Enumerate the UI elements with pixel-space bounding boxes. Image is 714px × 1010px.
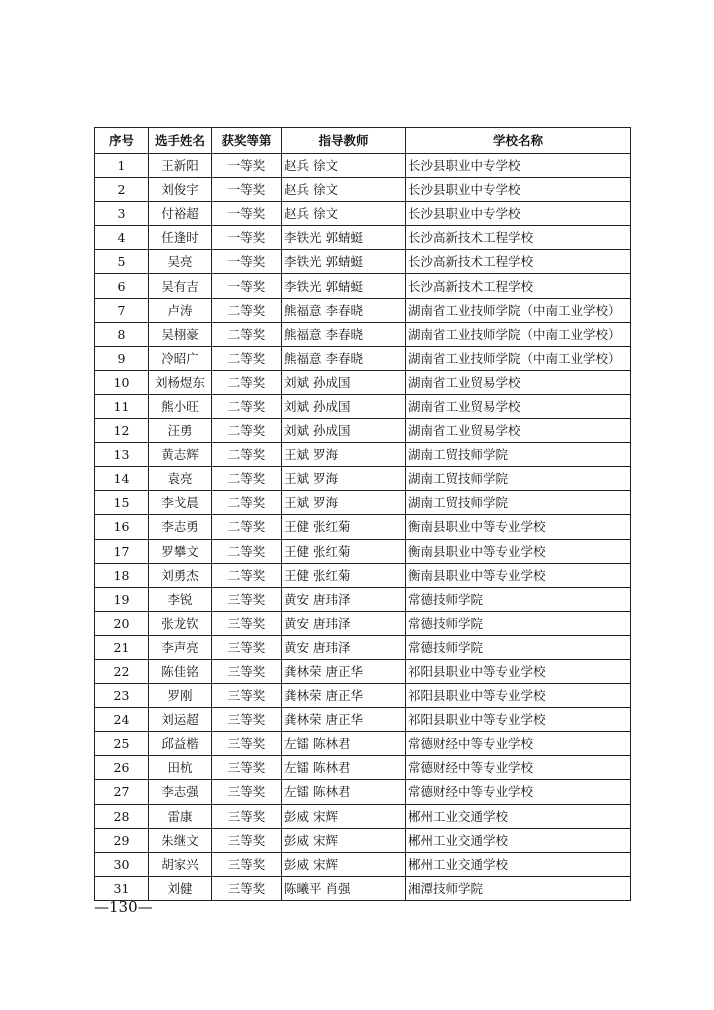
cell-serial-number: 31	[95, 876, 149, 900]
cell-award-level: 三等奖	[212, 780, 282, 804]
cell-award-level: 三等奖	[212, 804, 282, 828]
cell-award-level: 二等奖	[212, 298, 282, 322]
cell-award-level: 三等奖	[212, 684, 282, 708]
cell-serial-number: 28	[95, 804, 149, 828]
cell-instructor: 刘斌 孙成国	[282, 419, 406, 443]
cell-instructor: 赵兵 徐文	[282, 178, 406, 202]
table-row	[95, 226, 631, 250]
cell-contestant-name: 吴亮	[149, 250, 212, 274]
cell-contestant-name: 吴栩豪	[149, 322, 212, 346]
table-row	[95, 563, 631, 587]
table-row	[95, 178, 631, 202]
header-serial-number: 序号	[95, 128, 149, 154]
cell-serial-number: 5	[95, 250, 149, 274]
cell-serial-number: 13	[95, 443, 149, 467]
cell-school-name: 祁阳县职业中等专业学校	[406, 684, 631, 708]
cell-contestant-name: 王新阳	[149, 154, 212, 178]
cell-serial-number: 2	[95, 178, 149, 202]
cell-school-name: 祁阳县职业中等专业学校	[406, 708, 631, 732]
table-row	[95, 732, 631, 756]
cell-school-name: 长沙县职业中专学校	[406, 178, 631, 202]
cell-award-level: 二等奖	[212, 419, 282, 443]
cell-school-name: 常德技师学院	[406, 611, 631, 635]
cell-instructor: 熊福意 李春晓	[282, 346, 406, 370]
cell-serial-number: 7	[95, 298, 149, 322]
cell-contestant-name: 陈佳铭	[149, 659, 212, 683]
table-row	[95, 298, 631, 322]
cell-contestant-name: 刘俊宇	[149, 178, 212, 202]
cell-award-level: 三等奖	[212, 852, 282, 876]
table-body	[95, 154, 631, 901]
cell-contestant-name: 李志勇	[149, 515, 212, 539]
table-row	[95, 202, 631, 226]
cell-serial-number: 15	[95, 491, 149, 515]
cell-school-name: 常德财经中等专业学校	[406, 732, 631, 756]
cell-instructor: 彭威 宋辉	[282, 852, 406, 876]
header-school-name: 学校名称	[406, 128, 631, 154]
page-number: —130—	[94, 898, 153, 916]
cell-school-name: 湖南省工业技师学院（中南工业学校）	[406, 298, 631, 322]
cell-school-name: 郴州工业交通学校	[406, 804, 631, 828]
table-row	[95, 154, 631, 178]
cell-contestant-name: 付裕超	[149, 202, 212, 226]
table-row	[95, 419, 631, 443]
table-row	[95, 394, 631, 418]
header-contestant-name: 选手姓名	[149, 128, 212, 154]
cell-instructor: 龚林荣 唐正华	[282, 708, 406, 732]
cell-instructor: 黄安 唐玮泽	[282, 587, 406, 611]
cell-award-level: 三等奖	[212, 635, 282, 659]
cell-instructor: 王健 张红菊	[282, 515, 406, 539]
cell-school-name: 常德财经中等专业学校	[406, 780, 631, 804]
cell-school-name: 湖南省工业贸易学校	[406, 370, 631, 394]
cell-serial-number: 6	[95, 274, 149, 298]
cell-award-level: 二等奖	[212, 467, 282, 491]
cell-contestant-name: 刘运超	[149, 708, 212, 732]
cell-contestant-name: 邱益楷	[149, 732, 212, 756]
cell-contestant-name: 袁亮	[149, 467, 212, 491]
cell-serial-number: 1	[95, 154, 149, 178]
cell-contestant-name: 李声亮	[149, 635, 212, 659]
table-row	[95, 684, 631, 708]
cell-award-level: 二等奖	[212, 370, 282, 394]
cell-instructor: 赵兵 徐文	[282, 202, 406, 226]
cell-contestant-name: 胡家兴	[149, 852, 212, 876]
cell-serial-number: 8	[95, 322, 149, 346]
cell-serial-number: 21	[95, 635, 149, 659]
table-row	[95, 370, 631, 394]
cell-award-level: 三等奖	[212, 587, 282, 611]
cell-contestant-name: 刘勇杰	[149, 563, 212, 587]
cell-instructor: 赵兵 徐文	[282, 154, 406, 178]
cell-school-name: 湖南工贸技师学院	[406, 491, 631, 515]
table-row	[95, 250, 631, 274]
cell-contestant-name: 李志强	[149, 780, 212, 804]
cell-award-level: 三等奖	[212, 756, 282, 780]
cell-award-level: 二等奖	[212, 539, 282, 563]
cell-school-name: 常德技师学院	[406, 587, 631, 611]
cell-school-name: 湖南省工业技师学院（中南工业学校）	[406, 346, 631, 370]
table-row	[95, 611, 631, 635]
cell-serial-number: 14	[95, 467, 149, 491]
table-header-row	[95, 128, 631, 154]
cell-instructor: 李铁光 郭蜻蜓	[282, 226, 406, 250]
table-row	[95, 659, 631, 683]
table-row	[95, 515, 631, 539]
cell-school-name: 湖南工贸技师学院	[406, 467, 631, 491]
table-row	[95, 443, 631, 467]
cell-serial-number: 25	[95, 732, 149, 756]
table-row	[95, 756, 631, 780]
cell-contestant-name: 黄志辉	[149, 443, 212, 467]
cell-serial-number: 16	[95, 515, 149, 539]
cell-serial-number: 17	[95, 539, 149, 563]
table-row	[95, 467, 631, 491]
cell-award-level: 一等奖	[212, 202, 282, 226]
table-row	[95, 539, 631, 563]
cell-school-name: 郴州工业交通学校	[406, 828, 631, 852]
cell-instructor: 王健 张红菊	[282, 539, 406, 563]
cell-school-name: 长沙县职业中专学校	[406, 202, 631, 226]
cell-serial-number: 11	[95, 394, 149, 418]
cell-award-level: 三等奖	[212, 732, 282, 756]
cell-school-name: 郴州工业交通学校	[406, 852, 631, 876]
cell-award-level: 一等奖	[212, 274, 282, 298]
cell-school-name: 衡南县职业中等专业学校	[406, 515, 631, 539]
cell-contestant-name: 吴有吉	[149, 274, 212, 298]
table-row	[95, 346, 631, 370]
cell-serial-number: 26	[95, 756, 149, 780]
cell-serial-number: 24	[95, 708, 149, 732]
cell-school-name: 祁阳县职业中等专业学校	[406, 659, 631, 683]
cell-serial-number: 19	[95, 587, 149, 611]
cell-instructor: 王斌 罗海	[282, 491, 406, 515]
cell-contestant-name: 雷康	[149, 804, 212, 828]
cell-contestant-name: 任逢时	[149, 226, 212, 250]
cell-award-level: 二等奖	[212, 394, 282, 418]
cell-instructor: 熊福意 李春晓	[282, 322, 406, 346]
table-row	[95, 804, 631, 828]
cell-instructor: 龚林荣 唐正华	[282, 659, 406, 683]
cell-school-name: 常德技师学院	[406, 635, 631, 659]
cell-contestant-name: 田杭	[149, 756, 212, 780]
cell-instructor: 李铁光 郭蜻蜓	[282, 250, 406, 274]
cell-award-level: 三等奖	[212, 876, 282, 900]
cell-instructor: 左镭 陈林君	[282, 780, 406, 804]
cell-serial-number: 29	[95, 828, 149, 852]
cell-contestant-name: 罗刚	[149, 684, 212, 708]
cell-award-level: 二等奖	[212, 322, 282, 346]
cell-serial-number: 9	[95, 346, 149, 370]
cell-instructor: 李铁光 郭蜻蜓	[282, 274, 406, 298]
cell-school-name: 长沙高新技术工程学校	[406, 226, 631, 250]
table-row	[95, 587, 631, 611]
cell-instructor: 彭威 宋辉	[282, 804, 406, 828]
cell-instructor: 龚林荣 唐正华	[282, 684, 406, 708]
table-row	[95, 708, 631, 732]
cell-school-name: 衡南县职业中等专业学校	[406, 539, 631, 563]
cell-contestant-name: 李戈晨	[149, 491, 212, 515]
awards-table	[94, 127, 631, 901]
cell-serial-number: 27	[95, 780, 149, 804]
cell-school-name: 衡南县职业中等专业学校	[406, 563, 631, 587]
cell-contestant-name: 汪勇	[149, 419, 212, 443]
cell-instructor: 王斌 罗海	[282, 443, 406, 467]
cell-contestant-name: 卢涛	[149, 298, 212, 322]
cell-award-level: 一等奖	[212, 154, 282, 178]
cell-contestant-name: 朱继文	[149, 828, 212, 852]
cell-serial-number: 22	[95, 659, 149, 683]
cell-instructor: 王斌 罗海	[282, 467, 406, 491]
cell-contestant-name: 张龙钦	[149, 611, 212, 635]
cell-award-level: 一等奖	[212, 226, 282, 250]
cell-serial-number: 30	[95, 852, 149, 876]
cell-award-level: 一等奖	[212, 250, 282, 274]
table-row	[95, 635, 631, 659]
cell-instructor: 彭威 宋辉	[282, 828, 406, 852]
table-row	[95, 876, 631, 900]
cell-serial-number: 20	[95, 611, 149, 635]
cell-award-level: 二等奖	[212, 346, 282, 370]
cell-award-level: 三等奖	[212, 611, 282, 635]
cell-instructor: 刘斌 孙成国	[282, 394, 406, 418]
table-row	[95, 322, 631, 346]
cell-instructor: 左镭 陈林君	[282, 756, 406, 780]
cell-school-name: 长沙高新技术工程学校	[406, 250, 631, 274]
cell-instructor: 熊福意 李春晓	[282, 298, 406, 322]
cell-award-level: 二等奖	[212, 515, 282, 539]
cell-serial-number: 10	[95, 370, 149, 394]
cell-school-name: 湖南省工业贸易学校	[406, 394, 631, 418]
cell-award-level: 二等奖	[212, 491, 282, 515]
cell-award-level: 二等奖	[212, 443, 282, 467]
cell-award-level: 一等奖	[212, 178, 282, 202]
cell-instructor: 王健 张红菊	[282, 563, 406, 587]
cell-instructor: 刘斌 孙成国	[282, 370, 406, 394]
cell-school-name: 湖南工贸技师学院	[406, 443, 631, 467]
cell-serial-number: 23	[95, 684, 149, 708]
cell-school-name: 常德财经中等专业学校	[406, 756, 631, 780]
cell-instructor: 黄安 唐玮泽	[282, 611, 406, 635]
cell-serial-number: 12	[95, 419, 149, 443]
cell-instructor: 陈曦平 肖强	[282, 876, 406, 900]
header-award-level: 获奖等第	[212, 128, 282, 154]
cell-school-name: 长沙高新技术工程学校	[406, 274, 631, 298]
cell-instructor: 黄安 唐玮泽	[282, 635, 406, 659]
table-row	[95, 852, 631, 876]
table-row	[95, 274, 631, 298]
cell-contestant-name: 罗攀文	[149, 539, 212, 563]
cell-school-name: 湘潭技师学院	[406, 876, 631, 900]
cell-award-level: 三等奖	[212, 659, 282, 683]
cell-contestant-name: 李锐	[149, 587, 212, 611]
cell-contestant-name: 冷昭广	[149, 346, 212, 370]
cell-award-level: 三等奖	[212, 828, 282, 852]
cell-school-name: 湖南省工业贸易学校	[406, 419, 631, 443]
table-row	[95, 780, 631, 804]
table-row	[95, 828, 631, 852]
cell-contestant-name: 熊小旺	[149, 394, 212, 418]
cell-school-name: 长沙县职业中专学校	[406, 154, 631, 178]
cell-instructor: 左镭 陈林君	[282, 732, 406, 756]
cell-contestant-name: 刘健	[149, 876, 212, 900]
cell-contestant-name: 刘杨煜东	[149, 370, 212, 394]
cell-school-name: 湖南省工业技师学院（中南工业学校）	[406, 322, 631, 346]
cell-serial-number: 4	[95, 226, 149, 250]
cell-serial-number: 3	[95, 202, 149, 226]
table-row	[95, 491, 631, 515]
cell-serial-number: 18	[95, 563, 149, 587]
cell-award-level: 二等奖	[212, 563, 282, 587]
cell-award-level: 三等奖	[212, 708, 282, 732]
header-instructor: 指导教师	[282, 128, 406, 154]
